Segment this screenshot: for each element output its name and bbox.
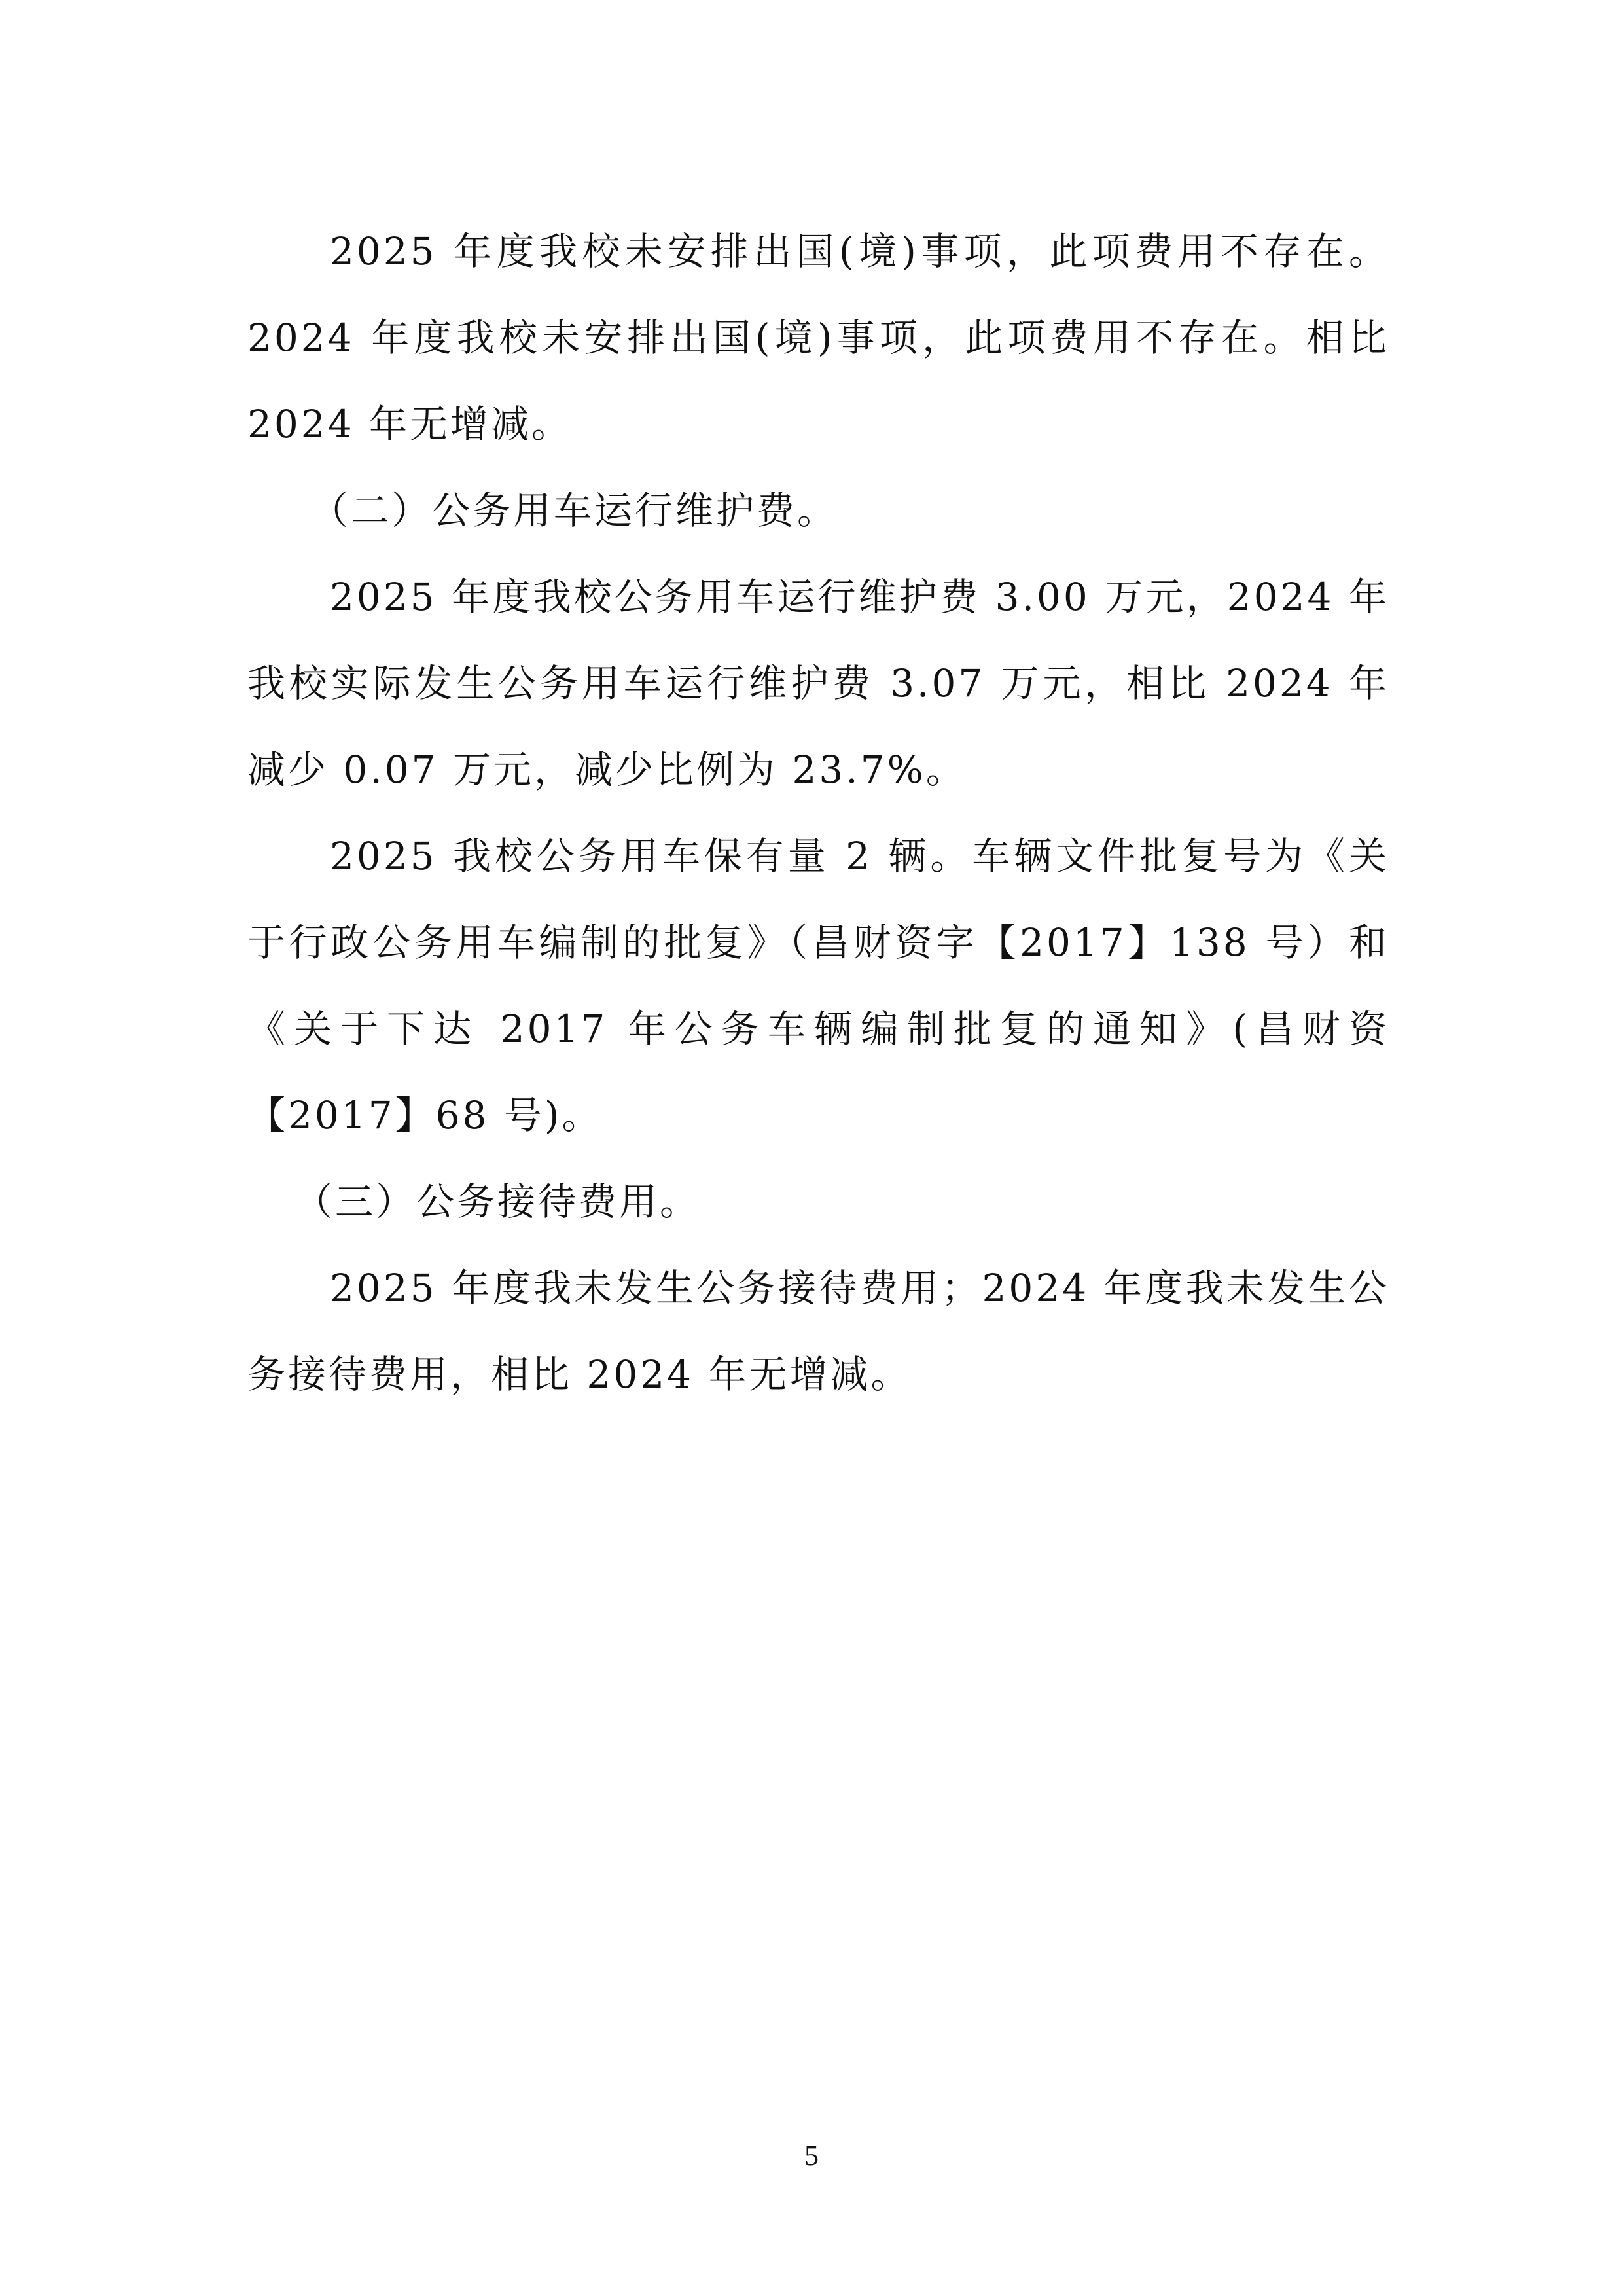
section-heading-vehicle-maintenance: （二）公务用车运行维护费。 [310,488,838,533]
paragraph-overseas-travel: 2025 年度我校未安排出国(境)事项，此项费用不存在。2024 年度我校未安排出国(境)事项，此项费用不存在。相比 2024 年无增减。 [247,229,1389,446]
paragraph-vehicle-maintenance-cost: 2025 年度我校公务用车运行维护费 3.00 万元，2024 年我校实际发生公务用车运行维护费 3.07 万元，相比 2024 年减少 0.07 万元，减少比例为 23.7%。 [247,575,1389,792]
paragraph-reception-cost: 2025 年度我未发生公务接待费用；2024 年度我未发生公务接待费用，相比 2024 年无增减。 [247,1266,1389,1397]
section-heading-reception-cost: （三）公务接待费用。 [294,1179,701,1224]
paragraph-vehicle-inventory: 2025 我校公务用车保有量 2 辆。车辆文件批复号为《关于行政公务用车编制的批复》（昌财资字【2017】138 号）和《关于下达 2017 年公务车辆编制批复的通知》(昌财资【2017】68 号)。 [247,834,1389,1138]
document-body [247,208,1389,1418]
page-number: 5 [804,2140,819,2172]
